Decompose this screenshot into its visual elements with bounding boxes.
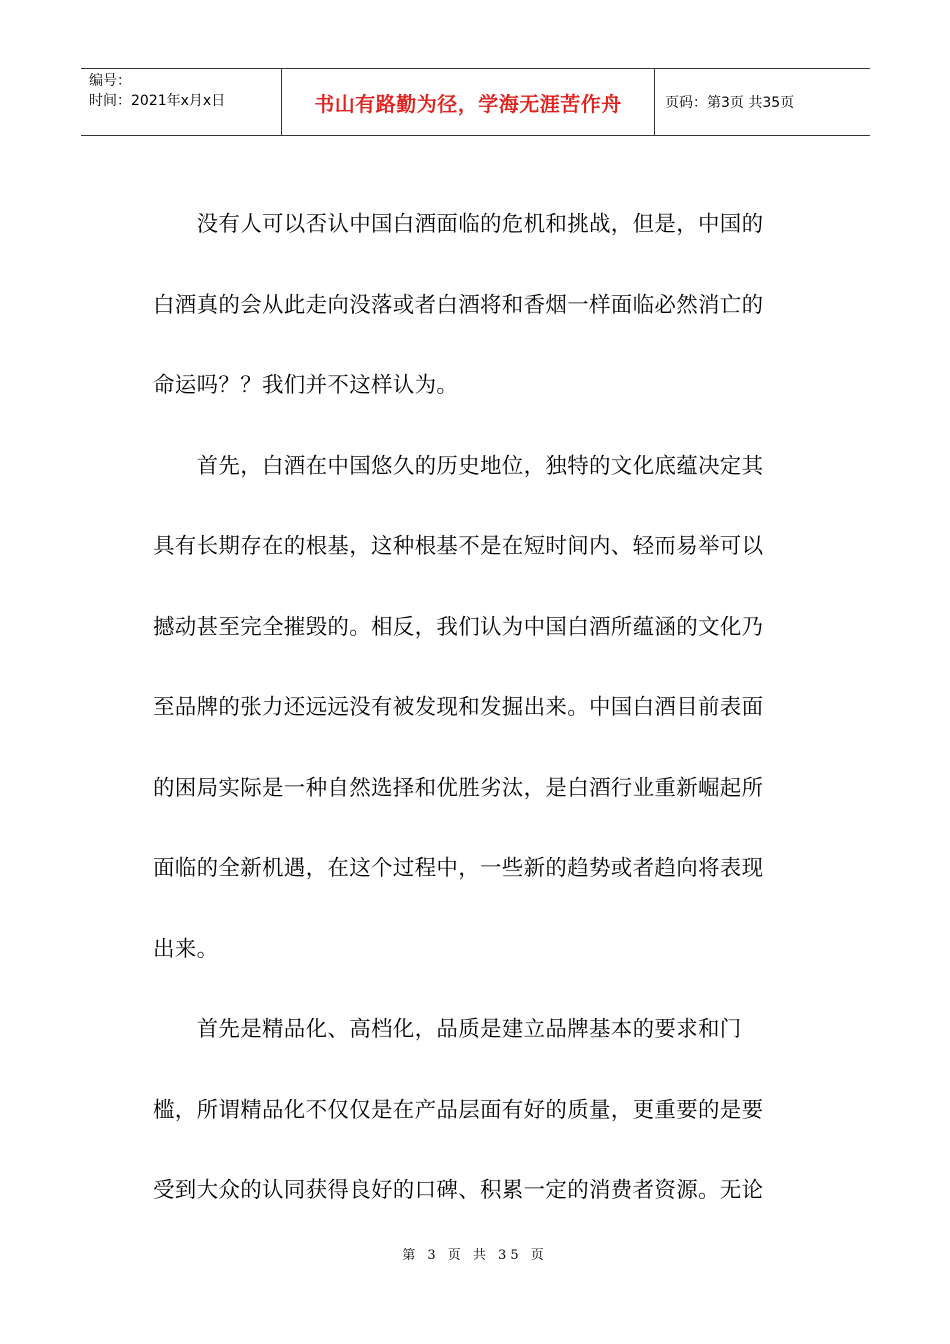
text-line: 的困局实际是一种自然选择和优胜劣汰，是白酒行业重新崛起所 xyxy=(153,775,764,801)
footer-page-number: 第 3 页 共 35 页 xyxy=(402,1248,548,1263)
document-number-label: 编号： xyxy=(89,73,131,89)
document-header xyxy=(81,68,870,136)
text-line: 白酒真的会从此走向没落或者白酒将和香烟一样面临必然消亡的 xyxy=(153,292,764,318)
text-line: 槛，所谓精品化不仅仅是在产品层面有好的质量，更重要的是要 xyxy=(153,1097,764,1123)
text-line: 撼动甚至完全摧毁的。相反，我们认为中国白酒所蕴涵的文化乃 xyxy=(153,614,764,640)
header-meta-cell xyxy=(81,69,282,135)
document-body xyxy=(153,185,793,1232)
text-line: 面临的全新机遇，在这个过程中，一些新的趋势或者趋向将表现 xyxy=(153,856,764,881)
header-motto: 书山有路勤为径，学海无涯苦作舟 xyxy=(314,91,622,116)
page-footer xyxy=(0,1244,950,1263)
text-line: 具有长期存在的根基，这种根基不是在短时间内、轻而易举可以 xyxy=(153,534,764,559)
text-line: 首先是精品化、高档化，品质是建立品牌基本的要求和门 xyxy=(153,1017,742,1042)
text-line: 首先，白酒在中国悠久的历史地位，独特的文化底蕴决定其 xyxy=(153,453,764,479)
text-line: 出来。 xyxy=(153,936,219,962)
paragraph xyxy=(153,990,793,1232)
paragraph xyxy=(153,427,793,991)
header-page-cell xyxy=(655,69,870,135)
text-line: 受到大众的认同获得良好的口碑、积累一定的消费者资源。无论 xyxy=(153,1178,764,1203)
paragraph xyxy=(153,185,793,427)
header-page-label: 页码：第3页 共35页 xyxy=(665,95,795,111)
text-line: 命运吗？？我们并不这样认为。 xyxy=(153,373,459,398)
header-motto-cell xyxy=(282,69,655,135)
document-time-label: 时间：2021年x月x日 xyxy=(89,93,226,109)
text-line: 没有人可以否认中国白酒面临的危机和挑战，但是，中国的 xyxy=(153,212,764,237)
text-line: 至品牌的张力还远远没有被发现和发掘出来。中国白酒目前表面 xyxy=(153,695,764,720)
